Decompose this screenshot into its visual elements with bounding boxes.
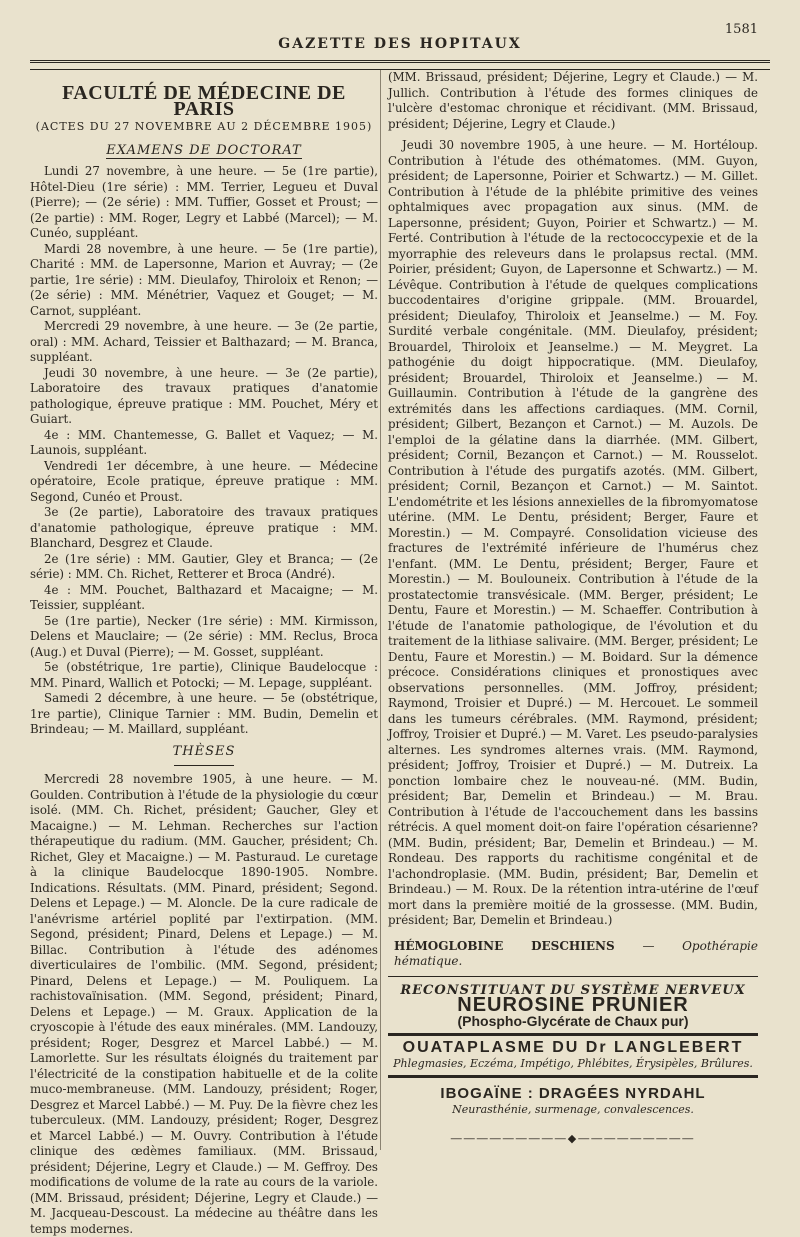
- exam-entry: Lundi 27 novembre, à une heure. — 5e (1re partie), Hôtel-Dieu (1re série) : MM. Terrier, Legueu et Duval (Pierre); — (2e série) : MM. Tuffier, Gosset et Proust; — (2e partie) : MM. Roger, Legry et Labbé (Marcel); — M. Cunéo, suppléant.: [30, 164, 378, 240]
- theses-continued-2: Jeudi 30 novembre 1905, à une heure. — M. Hortéloup. Contribution à l'étude des othématomes. (MM. Guyon, président; de Lapersonne, Poirier et Schwartz.) — M. Gillet. Contribution à l'étude de la phlébite primitive des veines ophtalmiques avec propagation aux sinus. (MM. de Lapersonne, président; Guyon, Poirier et Schwartz.) — M. Ferté. Contribution à l'étude de la rectococcypexie et de la myorraphie des releveurs dans le prolapsus rectal. (MM. Poirier, président; Guyon, de Lapersonne et Schwartz.) — M. Lévêque. Contribution à l'étude de quelques complications buccodentaires d'origine grippale. (MM. Brouardel, président; Dieulafoy, Thiroloix et Jeanselme.) — M. Foy. Surdité verbale congénitale. (MM. Dieulafoy, président; Brouardel, Thiroloix et Jeanselme.) — M. Meygret. La pathogénie du doigt hippocratique. (MM. Dieulafoy, président; Brouardel, Thiroloix et Jeanselme.) — M. Guillaumin. Contribution à l'étude de la gangrène des extrémités dans les affections cardiaques. (MM. Cornil, président; Gilbert, Bezançon et Carnot.) — M. Auzols. De l'emploi de la gélatine dans la diarrhée. (MM. Gilbert, président; Cornil, Bezançon et Carnot.) — M. Rousselot. Contribution à l'étude des purgatifs azotés. (MM. Gilbert, président; Cornil, Bezançon et Carnot.) — M. Saintot. L'endométrite et les lésions annexielles de la fibromyomatose utérine. (MM. Le Dentu, président; Berger, Faure et Morestin.) — M. Compayré. Consolidation vicieuse des fractures de l'extrémité inférieure de l'humérus chez l'enfant. (MM. Le Dentu, président; Berger, Faure et Morestin.) — M. Boulouneix. Contribution à l'étude de la prostatectomie transvésicale. (MM. Berger, président; Le Dentu, Faure et Morestin.) — M. Schaeffer. Contribution à l'étude de l'anatomie pathologique, de l'évolution et du traitement de la lithiase salivaire. (MM. Berger, président; Le Dentu, Faure et Morestin.) — M. Boidard. Sur la démence précoce. Considérations cliniques et pronostiques avec observations personnelles. (MM. Joffroy, président; Raymond, Troisier et Dupré.) — M. Hercouet. Le sommeil dans les tumeurs cérébrales. (MM. Raymond, président; Joffroy, Troisier et Dupré.) — M. Varet. Les pseudo-paralysies alternes. Les syndromes alternes vrais. (MM. Raymond, président; Joffroy, Troisier et Dupré.) — M. Dutreix. La ponction lombaire chez le nouveau-né. (MM. Budin, président; Bar, Demelin et Brindeau.) — M. Brau. Contribution à l'étude de l'accouchement dans les bassins rétrécis. A quel moment doit-on faire l'opération césarienne? (MM. Budin, président; Bar, Demelin et Brindeau.) — M. Rondeau. Des rapports du rachitisme congénital et de l'achondroplasie. (MM. Budin, président; Bar, Demelin et Brindeau.) — M. Roux. De la rétention intra-utérine de l'œuf mort dans la première moitié de la grossesse. (MM. Budin, président; Bar, Demelin et Brindeau.): [388, 138, 758, 927]
- left-column: [30, 80, 378, 1237]
- right-column: [388, 70, 758, 1147]
- faculty-heading: FACULTÉ DE MÉDECINE DE PARIS: [62, 82, 346, 120]
- ad-phospho: (Phospho-Glycérate de Chaux pur): [457, 1012, 689, 1029]
- header-rule: [30, 60, 770, 70]
- ad-hemo-name: HÉMOGLOBINE DESCHIENS: [394, 938, 615, 953]
- exam-entry: 3e (2e partie), Laboratoire des travaux pratiques d'anatomie pathologique, épreuve pratique : MM. Blanchard, Desgrez et Claude.: [30, 505, 378, 550]
- ad-hemoglobine: [394, 939, 758, 970]
- exams-heading: [30, 143, 378, 159]
- ad-divider: [388, 1033, 758, 1036]
- ad-ibogaine: IBOGAÏNE : DRAGÉES NYRDAHL: [440, 1085, 706, 1102]
- exam-entry: 2e (1re série) : MM. Gautier, Gley et Branca; — (2e série) : MM. Ch. Richet, Retterer et Broca (André).: [30, 551, 378, 581]
- advertisements: [388, 939, 758, 1147]
- ad-neurosine: NEUROSINE PRUNIER: [457, 994, 689, 1016]
- column-divider: [380, 70, 381, 1150]
- ad-divider: [388, 1075, 758, 1078]
- acts-subheading: (ACTES DU 27 NOVEMBRE AU 2 DÉCEMBRE 1905): [35, 120, 373, 133]
- ornament-rule: ―――――――――◆―――――――――: [450, 1132, 696, 1145]
- ad-divider: [388, 976, 758, 977]
- exam-entry: Mercredi 29 novembre, à une heure. — 3e (2e partie, oral) : MM. Achard, Teissier et Balthazard; — M. Branca, suppléant.: [30, 319, 378, 364]
- exam-entry: Samedi 2 décembre, à une heure. — 5e (obstétrique, 1re partie), Clinique Tarnier : MM. Budin, Demelin et Brindeau; — M. Maillard, suppléant.: [30, 691, 378, 736]
- exam-entry: Mardi 28 novembre, à une heure. — 5e (1re partie), Charité : MM. de Lapersonne, Marion et Auvray; — (2e partie, 1re série) : MM. Dieulafoy, Thiroloix et Renon; — (2e série) : MM. Ménétrier, Vaquez et Gouget; — M. Carnot, suppléant.: [30, 241, 378, 318]
- ad-ouataplasme: OUATAPLASME DU Dr LANGLEBERT: [402, 1039, 744, 1056]
- ad-hemo-sub: — Opothérapie hématique.: [394, 938, 758, 968]
- exam-entry: 5e (obstétrique, 1re partie), Clinique Baudelocque : MM. Pinard, Wallich et Potocki; — M. Lepage, suppléant.: [30, 660, 378, 690]
- page-number: 1581: [724, 22, 758, 37]
- masthead-title: GAZETTE DES HOPITAUX: [278, 36, 522, 52]
- exam-entry: 4e : MM. Pouchet, Balthazard et Macaigne; — M. Teissier, suppléant.: [30, 582, 378, 612]
- ad-ouataplasme-sub: Phlegmasies, Eczéma, Impétigo, Phlébites, Érysipèles, Brûlures.: [393, 1056, 753, 1070]
- exams-title: EXAMENS DE DOCTORAT: [106, 142, 302, 158]
- theses-heading: THÈSES: [172, 743, 236, 759]
- exam-entry: Vendredi 1er décembre, à une heure. — Médecine opératoire, Ecole pratique, épreuve pratique : MM. Segond, Cunéo et Proust.: [30, 458, 378, 504]
- ad-reconstituant: RECONSTITUANT DU SYSTÈME NERVEUX: [400, 982, 746, 998]
- exam-entry: 4e : MM. Chantemesse, G. Ballet et Vaquez; — M. Launois, suppléant.: [30, 427, 378, 457]
- theses-rule: [174, 765, 234, 766]
- ad-ibogaine-sub: Neurasthénie, surmenage, convalescences.: [452, 1102, 694, 1116]
- exam-entry: Jeudi 30 novembre, à une heure. — 3e (2e partie), Laboratoire des travaux pratiques d'anatomie pathologique, épreuve pratique : MM. Pouchet, Méry et Guiart.: [30, 365, 378, 426]
- theses-continued-1: (MM. Brissaud, président; Déjerine, Legry et Claude.) — M. Jullich. Contribution à l'étude des formes cliniques de l'ulcère d'estomac chronique et récidivant. (MM. Brissaud, président; Déjerine, Legry et Claude.): [388, 70, 758, 131]
- theses-text: Mercredi 28 novembre 1905, à une heure. — M. Goulden. Contribution à l'étude de la physiologie du cœur isolé. (MM. Ch. Richet, président; Gaucher, Gley et Macaigne.) — M. Lehman. Recherches sur l'action thérapeutique du radium. (MM. Gaucher, président; Ch. Richet, Gley et Macaigne.) — M. Pasturaud. Le curetage à la clinique Baudelocque 1890-1905. Nombre. Indications. Résultats. (MM. Pinard, président; Segond. Delens et Lepage.) — M. Aloncle. De la cure radicale de l'anévrisme artériel poplité par l'extirpation. (MM. Segond, président; Pinard, Delens et Lepage.) — M. Billac. Contribution à l'étude des adénomes diverticulaires de l'ombilic. (MM. Segond, président; Pinard, Delens et Lepage.) — M. Pouliquem. La rachistovaïnisation. (MM. Segond, président; Pinard, Delens et Lepage.) — M. Graux. Application de la cryoscopie à l'étude des eaux minérales. (MM. Landouzy, président; Roger, Desgrez et Marcel Labbé.) — M. Lamorlette. Sur les résultats éloignés du traitement par l'électricité de la constipation habituelle et de la colite muco-membraneuse. (MM. Landouzy, président; Roger, Desgrez et Marcel Labbé.) — M. Puy. De la fièvre chez les tuberculeux. (MM. Landouzy, président; Roger, Desgrez et Marcel Labbé.) — M. Ouvry. Contribution à l'étude clinique des œdèmes familiaux. (MM. Brissaud, président; Déjerine, Legry et Claude.) — M. Geffroy. Des modifications de volume de la rate au cours de la variole. (MM. Brissaud, président; Déjerine, Legry et Claude.) — M. Jacqueau-Descoust. La médecine au théâtre dans les temps modernes.: [30, 772, 378, 1236]
- exam-entry: 5e (1re partie), Necker (1re série) : MM. Kirmisson, Delens et Mauclaire; — (2e série) : MM. Reclus, Broca (Aug.) et Duval (Pierre); — M. Gosset, suppléant.: [30, 613, 378, 659]
